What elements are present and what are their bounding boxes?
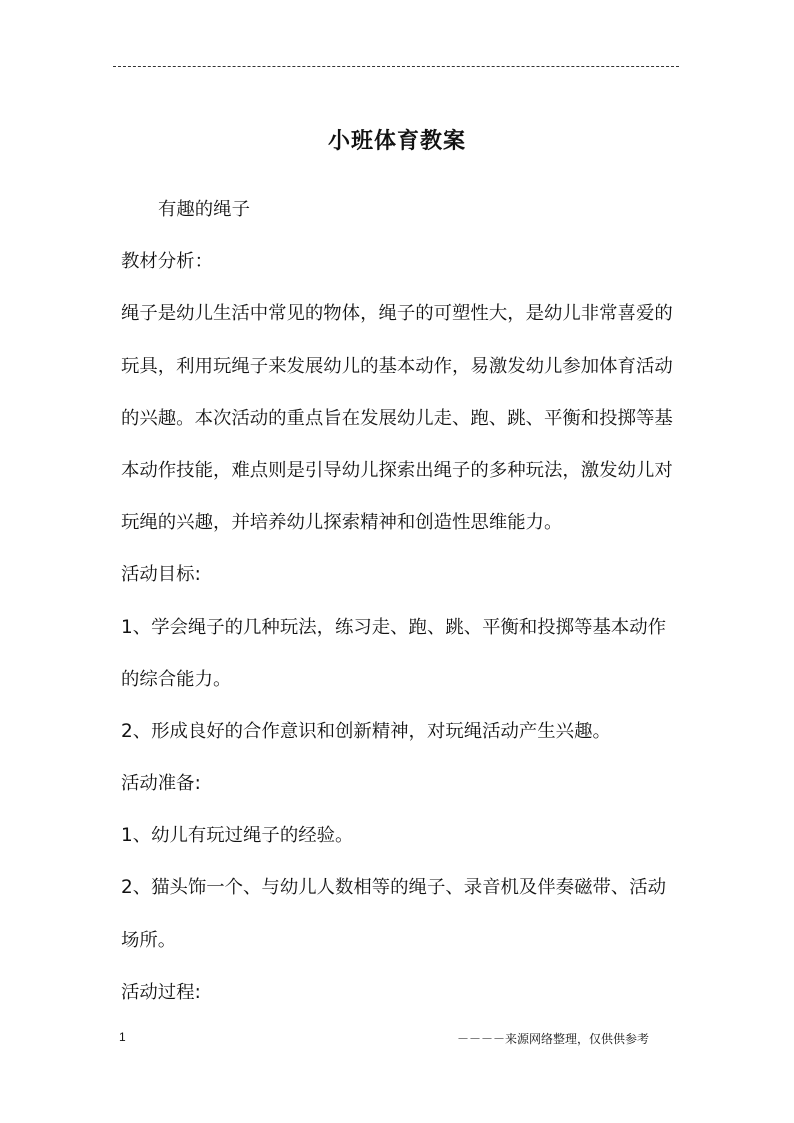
document-title: 小班体育教案 [327, 128, 466, 154]
paragraph-line: 本动作技能，难点则是引导幼儿探索出绳子的多种玩法，激发幼儿对 [121, 459, 673, 481]
section-heading-activity-goals: 活动目标: [121, 564, 201, 586]
page-number: 1 [119, 1030, 126, 1044]
document-body [121, 187, 681, 1022]
subtitle-line: 有趣的绳子 [158, 199, 250, 220]
section-heading-activity-preparation: 活动准备: [121, 773, 201, 795]
paragraph-line: 的兴趣。本次活动的重点旨在发展幼儿走、跑、跳、平衡和投掷等基 [121, 407, 673, 429]
list-item-line: 场所。 [121, 929, 177, 951]
list-item-line: 2、猫头饰一个、与幼儿人数相等的绳子、录音机及伴奏磁带、活动 [121, 877, 667, 899]
section-heading-material-analysis: 教材分析： [121, 251, 213, 273]
footer-source-note: －－－－来源网络整理，仅供供参考 [457, 1032, 650, 1046]
list-item-line: 1、学会绳子的几种玩法，练习走、跑、跳、平衡和投掷等基本动作 [121, 616, 667, 638]
list-item-line: 的综合能力。 [121, 668, 232, 690]
paragraph-line: 玩绳的兴趣，并培养幼儿探索精神和创造性思维能力。 [121, 512, 563, 534]
paragraph-line: 绳子是幼儿生活中常见的物体，绳子的可塑性大，是幼儿非常喜爱的 [121, 303, 673, 325]
header-dashed-rule [113, 66, 679, 67]
section-heading-activity-process: 活动过程: [121, 981, 201, 1003]
paragraph-line: 玩具，利用玩绳子来发展幼儿的基本动作，易激发幼儿参加体育活动 [121, 355, 673, 377]
list-item-line: 1、幼儿有玩过绳子的经验。 [121, 825, 354, 847]
list-item-line: 2、形成良好的合作意识和创新精神，对玩绳活动产生兴趣。 [121, 720, 611, 742]
